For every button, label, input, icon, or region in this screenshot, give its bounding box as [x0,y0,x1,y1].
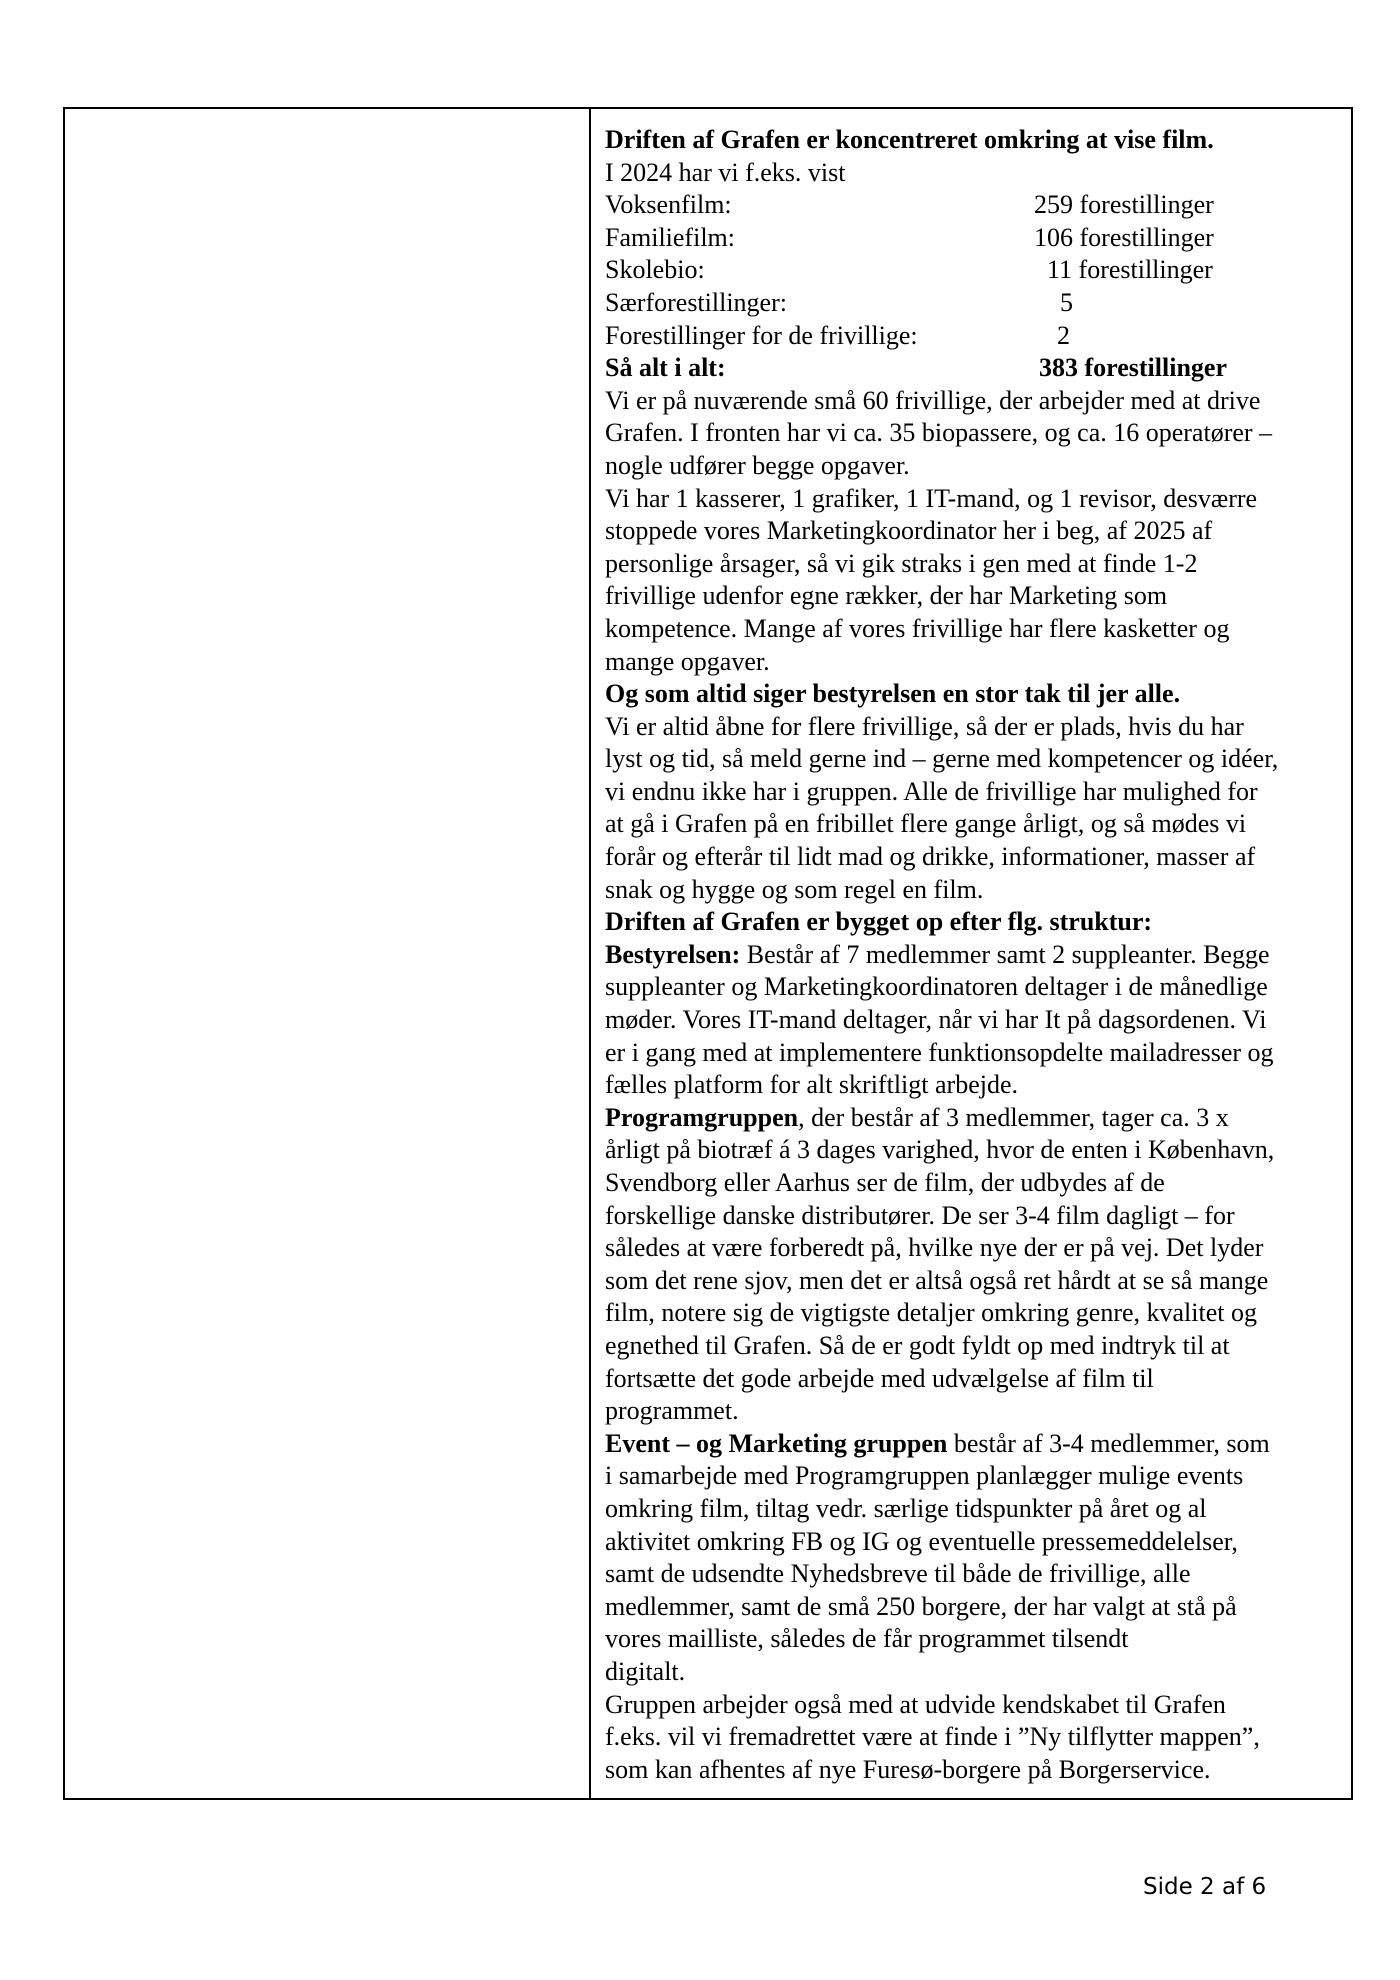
text-line: aktivitet omkring FB og IG og eventuelle pressemeddelelser, [605,1526,1238,1556]
text-line: som kan afhentes af nye Furesø-borgere på Borgerservice. [605,1754,1211,1784]
text-line: film, notere sig de vigtigste detaljer omkring genre, kvalitet og [605,1298,1257,1328]
text-line: således at være forberedt på, hvilke nye der er på vej. Det lyder [605,1233,1264,1263]
text-line: frivillige udenfor egne rækker, der har Marketing som [605,581,1168,611]
stat-label: Voksenfilm: [605,190,732,220]
stat-value: 11 forestillinger [1047,255,1213,285]
stat-row [605,287,1351,320]
total-label: Så alt i alt: [605,353,726,383]
structure-heading: Driften af Grafen er bygget op efter flg. struktur: [605,907,1153,937]
empty-left-cell [65,109,591,1798]
text-line: digitalt. [605,1656,686,1686]
text-line: forår og efterår til lidt mad og drikke, informationer, masser af [605,842,1256,872]
event-paragraph [605,1428,1351,1787]
program-paragraph [605,1102,1351,1428]
text-line: Vi er altid åbne for flere frivillige, så der er plads, hvis du har [605,711,1244,741]
stat-label: Særforestillinger: [605,287,787,317]
content-cell [591,109,1351,1798]
stat-row [605,320,1351,353]
stat-label: Familiefilm: [605,222,735,252]
stat-value: 259 forestillinger [1034,190,1214,220]
text-line: kompetence. Mange af vores frivillige har flere kasketter og [605,613,1230,643]
stat-row [605,254,1351,287]
board-text: Består af 7 medlemmer samt 2 suppleanter. Begge [740,939,1270,969]
board-paragraph [605,939,1351,1102]
text-line: vi endnu ikke har i gruppen. Alle de frivillige har mulighed for [605,776,1258,806]
text-line: i samarbejde med Programgruppen planlægger mulige events [605,1461,1244,1491]
text-line: er i gang med at implementere funktionsopdelte mailadresser og [605,1037,1274,1067]
text-line: snak og hygge og som regel en film. [605,874,984,904]
document-table [63,107,1353,1800]
total-row [605,352,1351,385]
text-line: Vi har 1 kasserer, 1 grafiker, 1 IT-mand, og 1 revisor, desværre [605,483,1258,513]
text-line: medlemmer, samt de små 250 borgere, der har valgt at stå på [605,1591,1237,1621]
text-line: suppleanter og Marketingkoordinatoren deltager i de månedlige [605,972,1268,1002]
text-line: Vi er på nuværende små 60 frivillige, der arbejder med at drive [605,385,1261,415]
page-number: Side 2 af 6 [1143,1874,1267,1900]
text-line: årligt på biotræf á 3 dages varighed, hvor de enten i København, [605,1135,1275,1165]
text-line: omkring film, tiltag vedr. særlige tidspunkter på året og al [605,1493,1207,1523]
text-line: at gå i Grafen på en fribillet flere gange årligt, og så mødes vi [605,809,1247,839]
stat-value: 106 forestillinger [1034,222,1214,252]
volunteers-paragraph [605,385,1351,678]
text-line: forskellige danske distributører. De ser 3-4 film dagligt – for [605,1200,1235,1230]
text-line: mange opgaver. [605,646,770,676]
text-line: fælles platform for alt skriftligt arbejde. [605,1070,1018,1100]
total-value: 383 forestillinger [1039,353,1227,383]
stat-value: 2 [1057,320,1070,350]
stat-label: Skolebio: [605,255,705,285]
content-text [605,124,1351,1786]
intro-line: I 2024 har vi f.eks. vist [605,157,846,187]
text-line: egnethed til Grafen. Så de er godt fyldt op med indtryk til at [605,1330,1230,1360]
text-line: f.eks. vil vi fremadrettet være at finde i ”Ny tilflytter mappen”, [605,1722,1260,1752]
text-line: Grafen. I fronten har vi ca. 35 biopassere, og ca. 16 operatører – [605,418,1273,448]
stat-value: 5 [1060,287,1073,317]
program-term: Programgruppen [605,1102,799,1132]
event-text: består af 3-4 medlemmer, som [947,1428,1270,1458]
open-paragraph [605,711,1351,907]
stat-row [605,222,1351,255]
text-line: stoppede vores Marketingkoordinator her i beg, af 2025 af [605,516,1213,546]
text-line: Svendborg eller Aarhus ser de film, der udbydes af de [605,1168,1165,1197]
stat-label: Forestillinger for de frivillige: [605,320,918,350]
section-heading: Driften af Grafen er koncentreret omkring at vise film. [605,125,1214,154]
text-line: Gruppen arbejder også med at udvide kendskabet til Grafen [605,1689,1226,1719]
text-line: nogle udfører begge opgaver. [605,450,910,480]
event-term: Event – og Marketing gruppen [605,1428,948,1458]
text-line: samt de udsendte Nyhedsbreve til både de frivillige, alle [605,1559,1191,1589]
thanks-line: Og som altid siger bestyrelsen en stor tak til jer alle. [605,679,1181,709]
text-line: programmet. [605,1396,739,1426]
program-text: , der består af 3 medlemmer, tager ca. 3 x [798,1102,1229,1132]
text-line: møder. Vores IT-mand deltager, når vi har It på dagsordenen. Vi [605,1005,1267,1035]
stat-row [605,189,1351,222]
text-line: vores mailliste, således de får programmet tilsendt [605,1624,1129,1654]
text-line: lyst og tid, så meld gerne ind – gerne med kompetencer og idéer, [605,744,1279,774]
text-line: fortsætte det gode arbejde med udvælgelse af film til [605,1363,1154,1393]
board-term: Bestyrelsen: [605,939,741,969]
text-line: som det rene sjov, men det er altså også ret hårdt at se så mange [605,1265,1269,1295]
text-line: personlige årsager, så vi gik straks i gen med at finde 1-2 [605,548,1198,578]
